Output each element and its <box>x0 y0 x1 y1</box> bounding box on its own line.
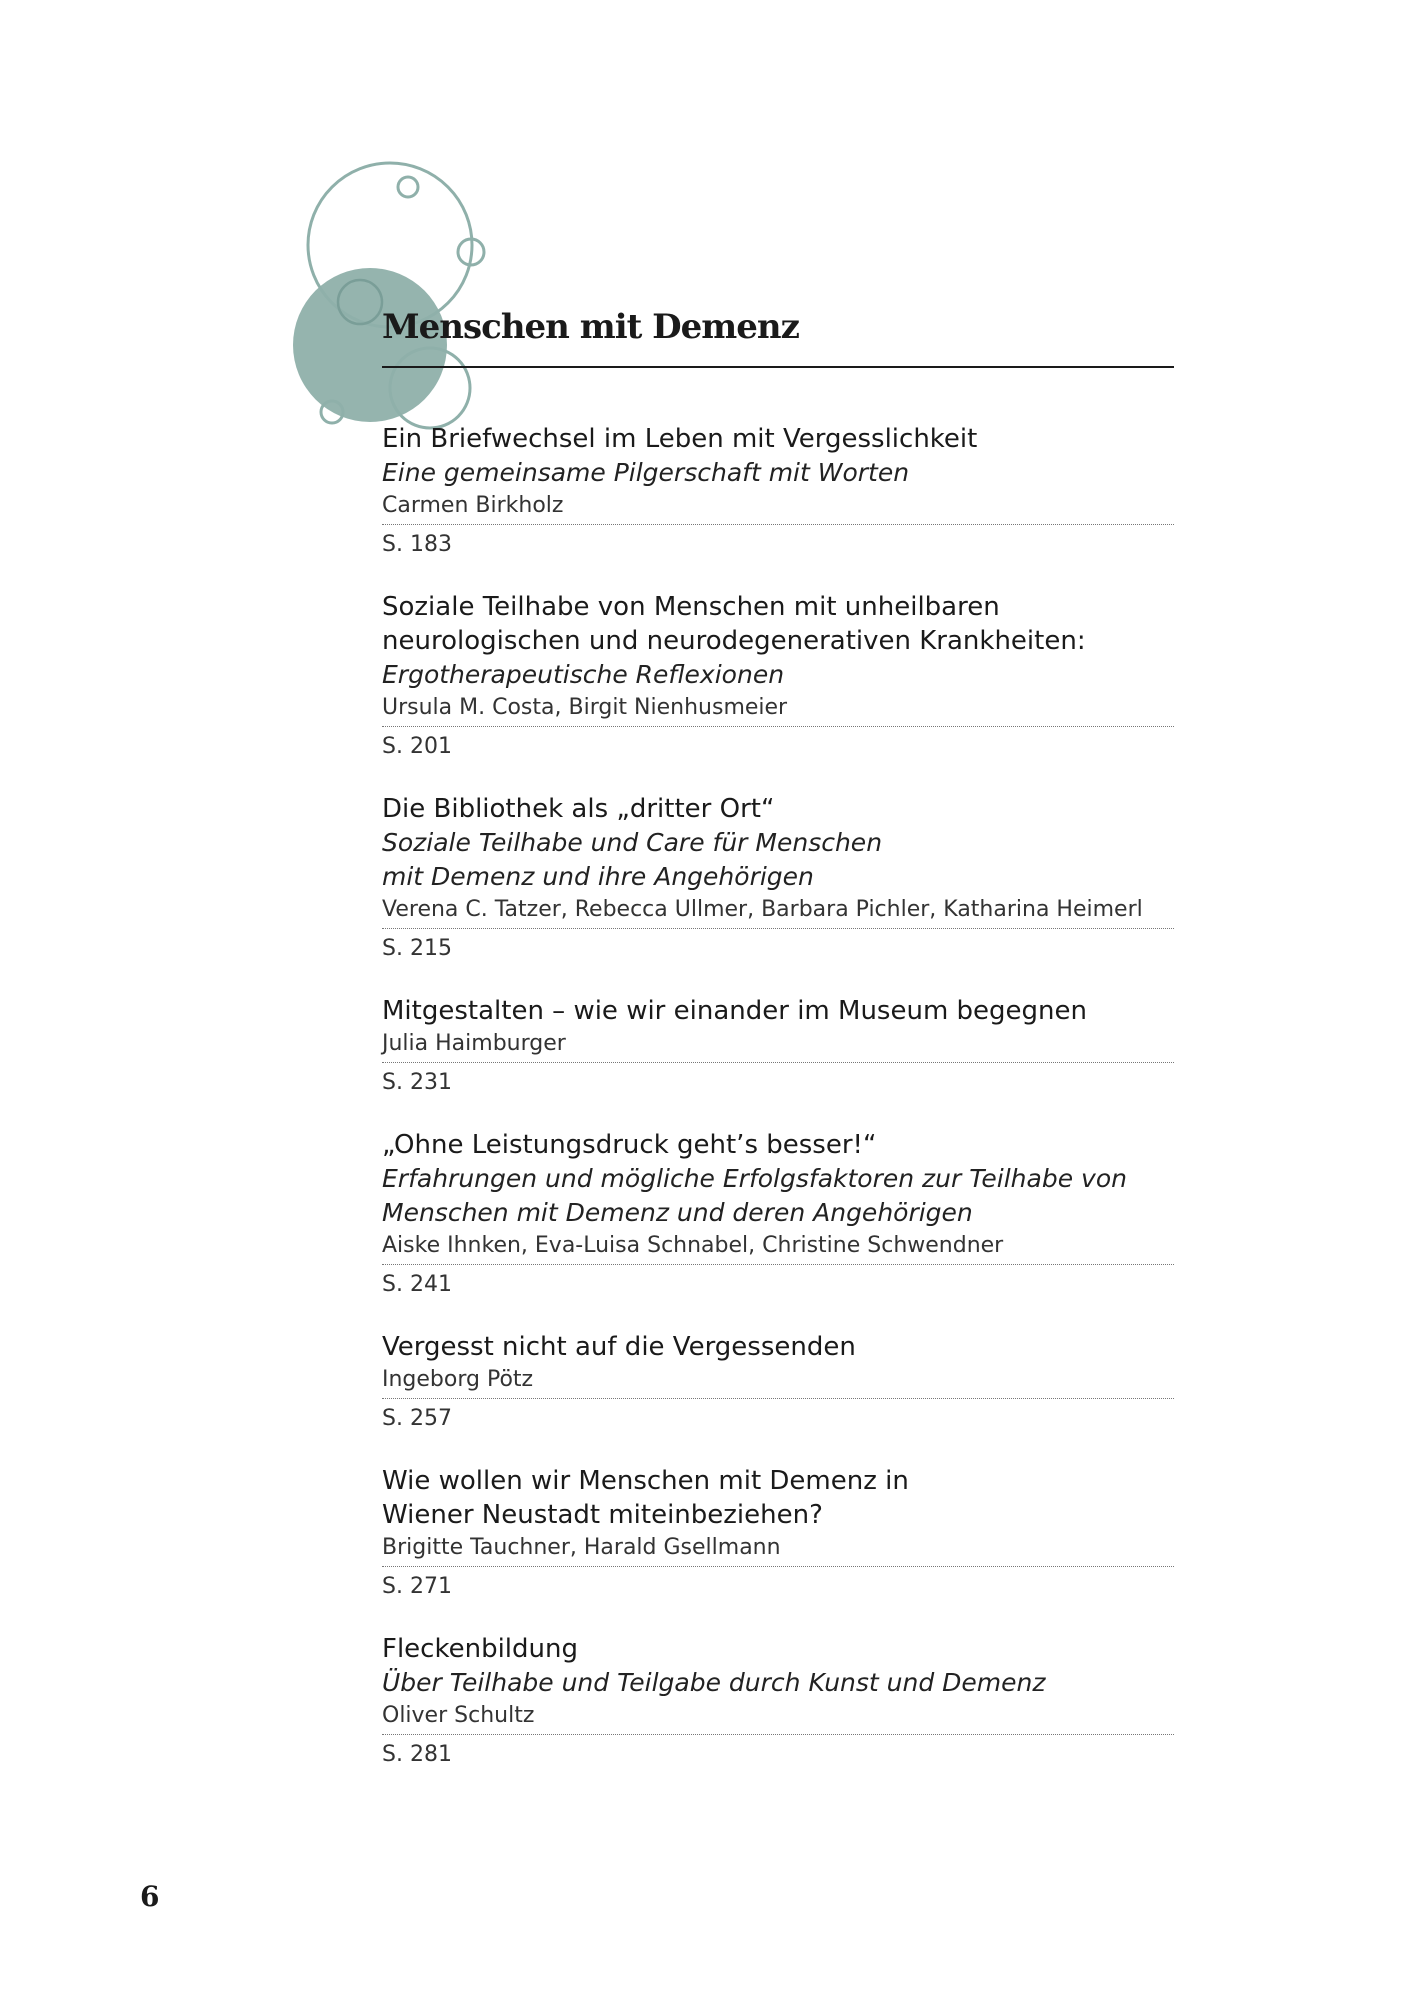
entry-page: S. 231 <box>382 1070 452 1095</box>
entry-subtitle-line: Erfahrungen und mögliche Erfolgsfaktoren zur Teilhabe von <box>382 1164 1127 1193</box>
entry-title: Ein Briefwechsel im Leben mit Vergesslichkeit <box>382 424 978 454</box>
entry-page: S. 271 <box>382 1574 452 1599</box>
toc-entry[interactable] <box>382 994 1174 1099</box>
entry-title: Vergesst nicht auf die Vergessenden <box>382 1332 856 1362</box>
section-title: Menschen mit Demenz <box>382 310 1174 368</box>
toc-entry[interactable] <box>382 1128 1174 1301</box>
entry-authors: Brigitte Tauchner, Harald Gsellmann <box>382 1532 1174 1567</box>
entry-authors: Carmen Birkholz <box>382 490 1174 525</box>
toc-entry[interactable] <box>382 590 1174 763</box>
entry-title: Mitgestalten – wie wir einander im Museum begegnen <box>382 996 1087 1026</box>
entry-subtitle: Ergotherapeutische Reflexionen <box>382 660 785 689</box>
entry-page: S. 257 <box>382 1406 452 1431</box>
entry-title: „Ohne Leistungsdruck geht’s besser!“ <box>382 1130 877 1160</box>
entry-authors: Julia Haimburger <box>382 1028 1174 1063</box>
entry-authors: Verena C. Tatzer, Rebecca Ullmer, Barbara Pichler, Katharina Heimerl <box>382 894 1174 929</box>
toc-entry[interactable] <box>382 1464 1174 1603</box>
entry-title-line: neurologischen und neurodegenerativen Krankheiten: <box>382 626 1086 656</box>
entry-authors: Oliver Schultz <box>382 1700 1174 1735</box>
entry-page: S. 201 <box>382 734 452 759</box>
toc-entry[interactable] <box>382 792 1174 965</box>
entry-authors: Ursula M. Costa, Birgit Nienhusmeier <box>382 692 1174 727</box>
entry-subtitle-line: mit Demenz und ihre Angehörigen <box>382 862 814 891</box>
entry-page: S. 183 <box>382 532 452 557</box>
table-of-contents <box>382 422 1174 1800</box>
entry-subtitle: Eine gemeinsame Pilgerschaft mit Worten <box>382 458 910 487</box>
toc-entry[interactable] <box>382 422 1174 561</box>
page-number: 6 <box>140 1880 160 1913</box>
toc-entry[interactable] <box>382 1632 1174 1771</box>
entry-title: Die Bibliothek als „dritter Ort“ <box>382 794 775 824</box>
entry-title-line: Wie wollen wir Menschen mit Demenz in <box>382 1466 909 1496</box>
entry-title-line: Soziale Teilhabe von Menschen mit unheilbaren <box>382 592 1000 622</box>
entry-page: S. 241 <box>382 1272 452 1297</box>
entry-subtitle: Über Teilhabe und Teilgabe durch Kunst und Demenz <box>382 1668 1046 1697</box>
entry-authors: Aiske Ihnken, Eva-Luisa Schnabel, Christine Schwendner <box>382 1230 1174 1265</box>
entry-page: S. 281 <box>382 1742 452 1767</box>
decorative-circles-icon <box>285 160 515 440</box>
toc-entry[interactable] <box>382 1330 1174 1435</box>
entry-subtitle-line: Soziale Teilhabe und Care für Menschen <box>382 828 883 857</box>
entry-page: S. 215 <box>382 936 452 961</box>
entry-title: Fleckenbildung <box>382 1634 578 1664</box>
entry-subtitle-line: Menschen mit Demenz und deren Angehörigen <box>382 1198 973 1227</box>
entry-title-line: Wiener Neustadt miteinbeziehen? <box>382 1500 823 1530</box>
entry-authors: Ingeborg Pötz <box>382 1364 1174 1399</box>
section-header <box>382 307 1174 368</box>
